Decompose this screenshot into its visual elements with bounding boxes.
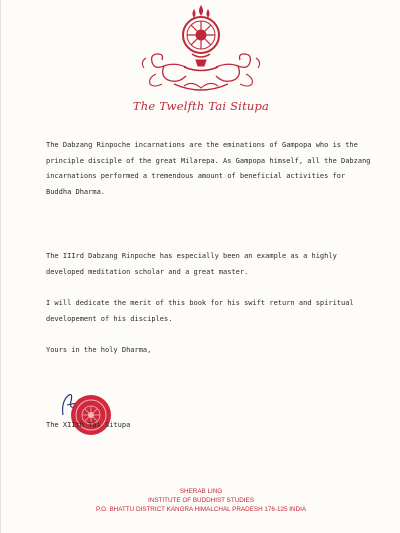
letterhead-title: The Twelfth Tai Situpa <box>132 99 270 113</box>
closing-line: Yours in the holy Dharma, <box>46 346 152 354</box>
seal-icon <box>69 393 113 437</box>
letterhead-footer <box>1 487 400 514</box>
footer-institute-subtitle: INSTITUTE OF BUDDHIST STUDIES <box>148 497 254 504</box>
paragraph-2: The IIIrd Dabzang Rinpoche has especially been an example as a highly developed meditation scholar and a great master. <box>46 252 337 276</box>
dharma-wheel-emblem-icon <box>134 4 268 94</box>
paragraph-1: The Dabzang Rinpoche incarnations are the eminations of Gampopa who is the principle disciple of the great Milarepa. As Gampopa himself, all the Dabzang incarnations performed a tremendous amount of beneficial activities for Buddha Dharma. <box>46 141 371 196</box>
paragraph-3: I will dedicate the merit of this book for his swift return and spiritual developement of his disciples. <box>46 299 354 323</box>
footer-institute-name: SHERAB LING <box>179 488 223 495</box>
signatory-line: The XIIth Tai Situpa <box>46 421 131 429</box>
footer-address: P.O. BHATTU DISTRICT KANGRA HIMALCHAL PRADESH 176-125 INDIA <box>95 506 307 513</box>
